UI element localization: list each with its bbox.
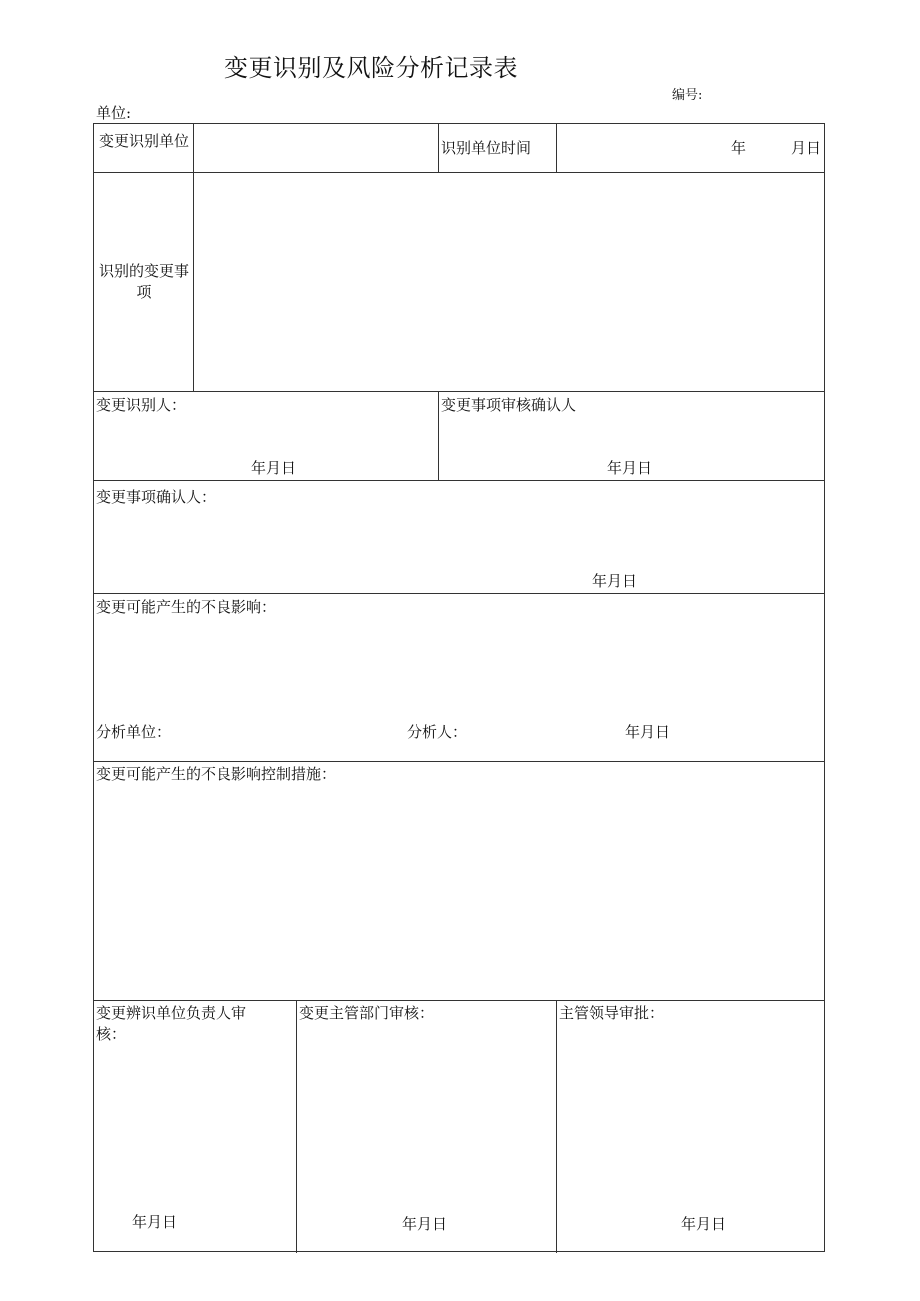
row-divider xyxy=(94,391,824,392)
row-divider xyxy=(94,172,824,173)
identify-unit-field[interactable] xyxy=(195,126,437,170)
unit-head-date: 年月日 xyxy=(132,1213,178,1231)
identify-time-label: 识别单位时间 xyxy=(441,139,532,157)
confirmer-label: 变更事项确认人： xyxy=(96,488,217,506)
column-divider xyxy=(438,124,439,173)
identifier-date: 年月日 xyxy=(251,459,297,477)
confirmer-date: 年月日 xyxy=(592,572,638,590)
year-label: 年 xyxy=(731,139,747,157)
row-divider xyxy=(94,593,824,594)
row-divider xyxy=(94,480,824,481)
column-divider xyxy=(193,124,194,392)
dept-review-date: 年月日 xyxy=(402,1215,448,1233)
reviewer-label: 变更事项审核确认人 xyxy=(441,396,577,414)
reviewer-date: 年月日 xyxy=(607,459,653,477)
month-day-label: 月日 xyxy=(791,139,822,157)
row-divider xyxy=(94,761,824,762)
analysis-unit-label: 分析单位： xyxy=(96,723,172,741)
column-divider xyxy=(556,1001,557,1253)
identifier-label: 变更识别人： xyxy=(96,396,187,414)
change-items-label: 识别的变更事项 xyxy=(98,262,189,301)
record-form-table xyxy=(93,123,825,1252)
form-title: 变更识别及风险分析记录表 xyxy=(224,54,518,82)
control-measures-label: 变更可能产生的不良影响控制措施： xyxy=(96,765,337,783)
leader-approval-date: 年月日 xyxy=(681,1215,727,1233)
unit-label: 单位: xyxy=(96,104,132,122)
impact-label: 变更可能产生的不良影响： xyxy=(96,598,277,616)
row-divider xyxy=(94,1000,824,1001)
serial-number-label: 编号: xyxy=(672,88,703,103)
column-divider xyxy=(296,1001,297,1253)
analysis-date: 年月日 xyxy=(625,723,671,741)
control-measures-field[interactable] xyxy=(96,788,822,998)
dept-review-label: 变更主管部门审核： xyxy=(299,1004,435,1022)
change-items-field[interactable] xyxy=(195,174,823,390)
column-divider xyxy=(438,392,439,481)
column-divider xyxy=(556,124,557,173)
leader-approval-label: 主管领导审批： xyxy=(559,1004,665,1022)
identify-unit-label: 变更识别单位 xyxy=(98,132,189,150)
unit-head-review-label: 变更辨识单位负责人审核： xyxy=(96,1004,247,1043)
analyst-label: 分析人： xyxy=(407,723,468,741)
